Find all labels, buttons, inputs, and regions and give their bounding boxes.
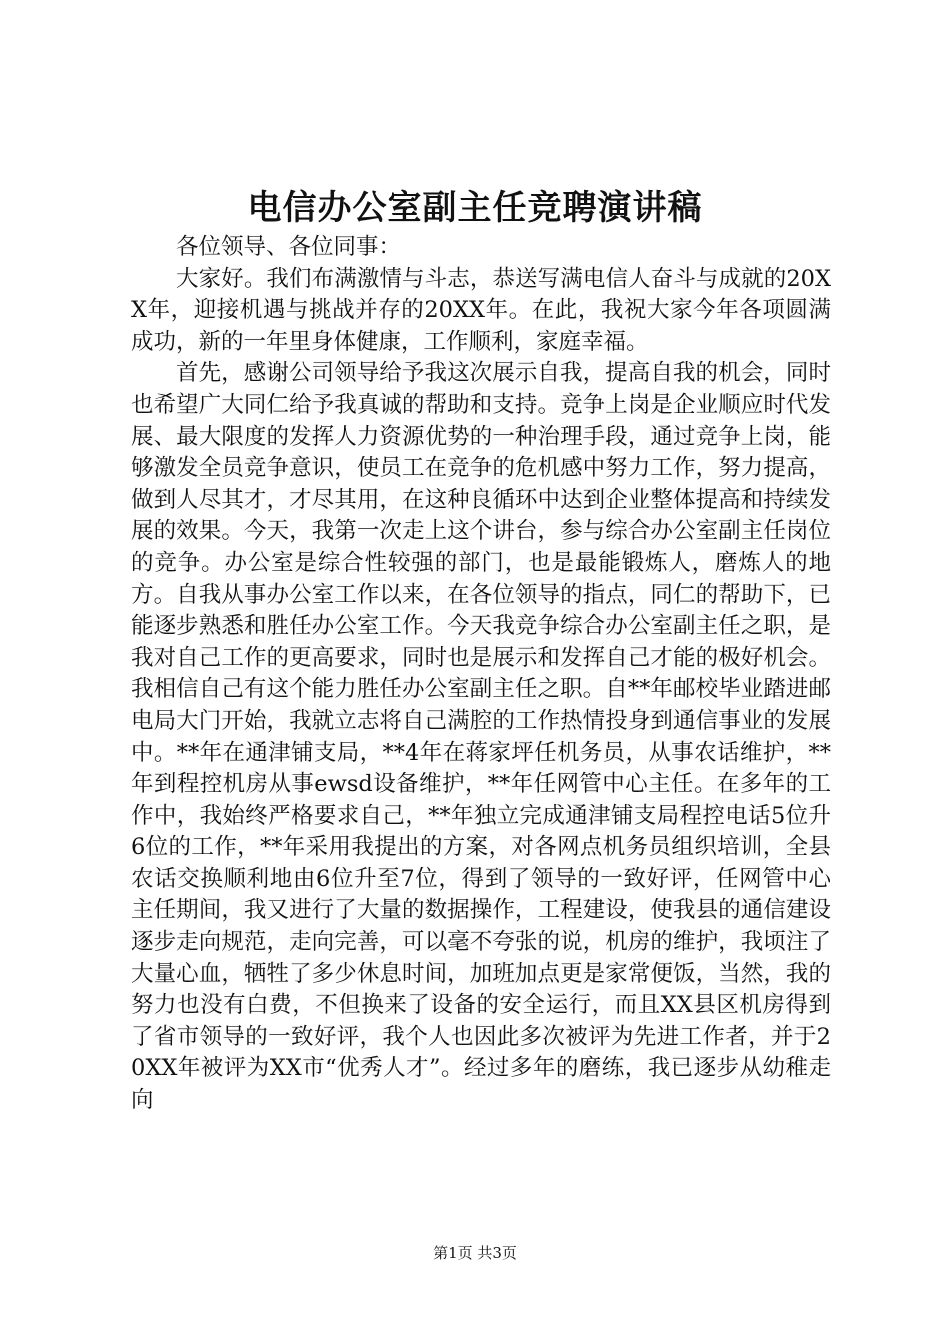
page-footer: 第1页 共3页 [433,1244,517,1262]
main-paragraph: 首先，感谢公司领导给予我这次展示自我，提高自我的机会，同时也希望广大同仁给予我真诚的帮助和支持。竞争上岗是企业顺应时代发展、最大限度的发挥人力资源优势的一种治理手段，通过竞争上岗，能够激发全员竞争意识，使员工在竞争的危机感中努力工作，努力提高，做到人尽其才，才尽其用，在这种良循环中达到企业整体提高和持续发展的效果。今天，我第一次走上这个讲台，参与综合办公室副主任岗位的竞争。办公室是综合性较强的部门，也是最能锻炼人，磨炼人的地方。自我从事办公室工作以来，在各位领导的指点，同仁的帮助下，已能逐步熟悉和胜任办公室工作。今天我竞争综合办公室副主任之职，是我对自己工作的更高要求，同时也是展示和发挥自己才能的极好机会。我相信自己有这个能力胜任办公室副主任之职。自**年邮校毕业踏进邮电局大门开始，我就立志将自己满腔的工作热情投身到通信事业的发展中。**年在通津铺支局，**4年在蒋家坪任机务员，从事农话维护，**年到程控机房从事ewsd设备维护，**年任网管中心主任。在多年的工作中，我始终严格要求自己，**年独立完成通津铺支局程控电话5位升6位的工作，**年采用我提出的方案，对各网点机务员组织培训，全县农话交换顺利地由6位升至7位，得到了领导的一致好评，任网管中心主任期间，我又进行了大量的数据操作，工程建设，使我县的通信建设逐步走向规范，走向完善，可以毫不夸张的说，机房的维护，我顷注了大量心血，牺牲了多少休息时间，加班加点更是家常便饭，当然，我的努力也没有白费，不但换来了设备的安全运行，而且XX县区机房得到了省市领导的一致好评，我个人也因此多次被评为先进工作者，并于20XX年被评为XX市“优秀人才”。经过多年的磨练，我已逐步从幼稚走向 [131,360,831,1114]
greeting-paragraph: 大家好。我们布满激情与斗志，恭送写满电信人奋斗与成就的20XX年，迎接机遇与挑战并存的20XX年。在此，我祝大家今年各项圆满成功，新的一年里身体健康，工作顺利，家庭幸福。 [131,265,831,355]
document-body [131,232,831,1117]
salutation-paragraph: 各位领导、各位同事： [176,234,402,260]
document-title: 电信办公室副主任竞聘演讲稿 [247,188,703,228]
